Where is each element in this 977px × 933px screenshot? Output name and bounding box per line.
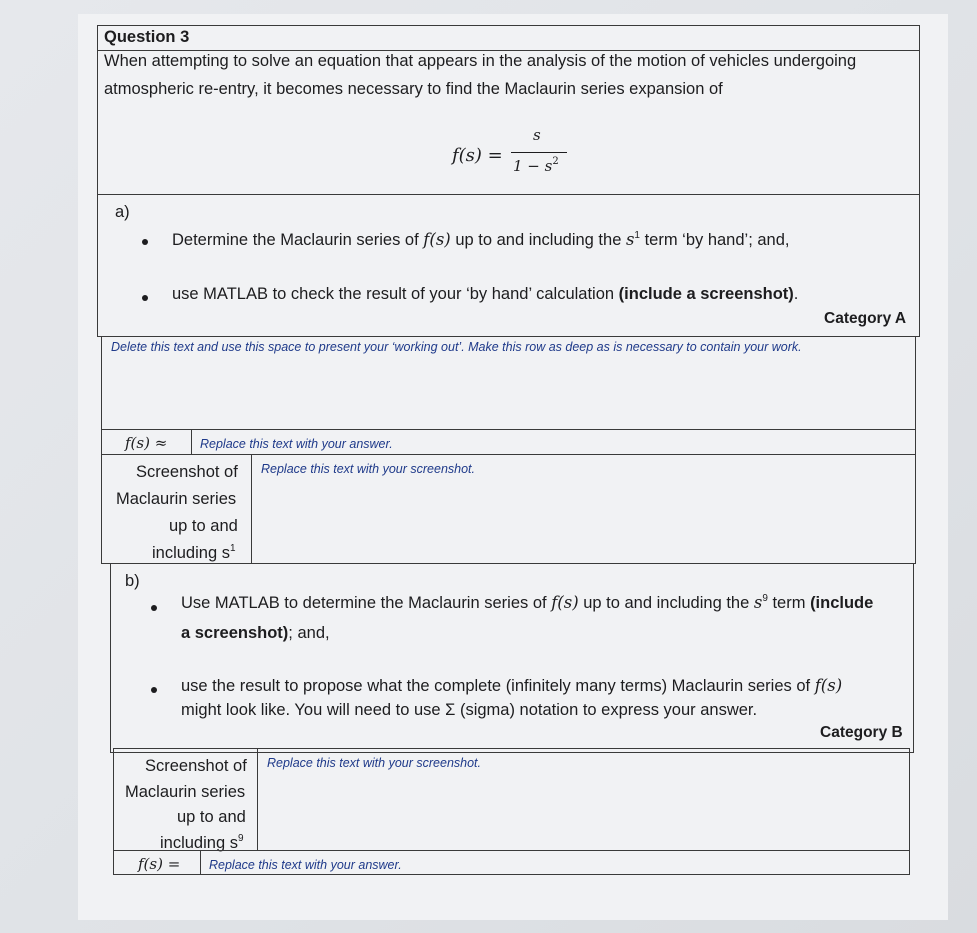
part-b-screenshot-divider [257,748,258,851]
bullet-icon [142,295,148,301]
part-b-answer-label: f(s) = [138,855,181,873]
part-a-answer-hint[interactable]: Replace this text with your answer. [200,437,393,451]
part-a-answer-divider [191,429,192,455]
part-a-screenshot-hint[interactable]: Replace this text with your screenshot. [261,462,475,476]
part-a-screenshot-label-3: up to and [169,517,238,535]
part-a-bullet2: use MATLAB to check the result of your ‘by hand’ calculation (include a screenshot). [172,285,799,303]
part-a-screenshot-divider [251,454,252,564]
part-a-screenshot-label-1: Screenshot of [136,463,238,481]
formula-fraction-bar [511,152,567,153]
part-a-cell [97,194,920,337]
question-intro-line2: atmospheric re-entry, it becomes necessary to find the Maclaurin series expansion of [104,80,723,98]
part-a-label: a) [115,203,130,221]
part-b-bullet1-line1: Use MATLAB to determine the Maclaurin series of f(s) up to and including the $s^9$ term (include [181,593,874,612]
bullet-icon [151,605,157,611]
part-b-bullet2-line1: use the result to propose what the complete (infinitely many terms) Maclaurin series of f(s) [181,676,843,695]
bullet-icon [142,239,148,245]
part-b-label: b) [125,572,140,590]
part-b-bullet2-line2: might look like. You will need to use Σ (sigma) notation to express your answer. [181,701,758,719]
part-b-screenshot-label-4: including $s^9$ [160,833,244,852]
part-b-screenshot-label-1: Screenshot of [145,757,247,775]
formula-denominator: $1 - s^2$ [513,156,559,175]
part-b-answer-divider [200,850,201,875]
formula-lhs: f(s) = [452,145,503,166]
part-a-screenshot-label-2: Maclaurin series [116,490,237,508]
part-a-screenshot-label-4: including $s^1$ [152,543,236,562]
part-a-answer-label: f(s) ≈ [125,434,168,452]
part-b-bullet1-line2: a screenshot); and, [181,624,330,642]
part-b-answer-hint[interactable]: Replace this text with your answer. [209,858,402,872]
part-b-screenshot-hint[interactable]: Replace this text with your screenshot. [267,756,481,770]
part-a-bullet1: Determine the Maclaurin series of f(s) up to and including the $s^1$ term ‘by hand’; and, [172,230,790,249]
part-b-category: Category B [820,724,903,741]
question-title-cell [97,25,920,51]
bullet-icon [151,687,157,693]
question-body-cell [97,50,920,195]
part-a-category: Category A [824,310,907,327]
part-b-screenshot-label-2: Maclaurin series [125,783,246,801]
part-a-working-hint: Delete this text and use this space to present your ‘working out’. Make this row as deep as is necessary to contain your work. [111,340,802,354]
question-title: Question 3 [104,28,190,46]
part-b-screenshot-label-3: up to and [177,808,246,826]
formula-numerator: s [533,126,541,144]
question-intro-line1: When attempting to solve an equation that appears in the analysis of the motion of vehicles undergoing [104,52,857,70]
part-b-cell [110,563,914,753]
